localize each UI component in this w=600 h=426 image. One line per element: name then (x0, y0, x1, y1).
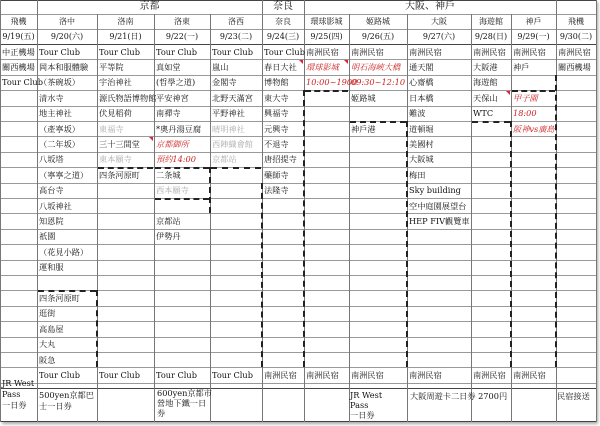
column-date: 9/26(五) (361, 32, 395, 41)
schedule-cell: 岡本和服體驗 (39, 61, 89, 72)
schedule-cell: 空中庭園展望台 (409, 200, 467, 211)
schedule-cell: 北野天滿宮 (212, 92, 253, 103)
column-date: 9/24(三) (266, 32, 300, 41)
grid-line-row (0, 59, 596, 60)
dashed-separator (305, 90, 348, 92)
column-place: 環球影城 (310, 17, 343, 26)
column-date: 9/25(四) (310, 32, 343, 41)
schedule-cell: WTC (473, 108, 494, 119)
column-place: 姬路城 (366, 17, 390, 26)
schedule-cell: 南洲民宿 (473, 369, 506, 380)
schedule-cell: 伏見稻荷 (99, 108, 132, 119)
schedule-cell: 興福寺 (264, 108, 289, 119)
schedule-cell: 西本願寺 (156, 185, 189, 196)
column-date: 9/19(五) (2, 32, 35, 41)
schedule-cell: 10:00~1900 (306, 77, 358, 88)
schedule-cell: 八坂神社 (39, 200, 72, 211)
column-date: 9/20(六) (50, 32, 84, 41)
schedule-cell: 地主神社 (39, 108, 72, 119)
schedule-cell: 平野神社 (212, 108, 245, 119)
schedule-cell: 逛街 (39, 308, 56, 319)
schedule-cell: 京都站 (156, 215, 181, 226)
schedule-cell: 藥師寺 (264, 169, 289, 180)
schedule-cell: 18:00 (513, 108, 537, 119)
schedule-cell: 晴明神社 (212, 123, 245, 134)
schedule-cell: 春日大社 (264, 61, 297, 72)
schedule-cell: 三十三間堂 (99, 138, 140, 149)
schedule-cell: 預約14:00 (156, 154, 196, 165)
schedule-cell: 天保山 (473, 92, 498, 103)
schedule-cell: 博物館 (264, 77, 289, 88)
schedule-cell: 源氏物語博物館 (99, 92, 157, 103)
schedule-cell: Tour Club (99, 46, 140, 57)
schedule-cell: Tour Club (156, 369, 197, 380)
column-place: 洛中 (59, 17, 75, 26)
column-date: 9/29(一) (517, 32, 550, 41)
schedule-cell: 伊勢丹 (156, 231, 181, 242)
grid-line-row (0, 275, 596, 276)
grid-line-row (0, 213, 596, 214)
grid-column-line (471, 14, 472, 422)
schedule-cell: 大丸 (39, 339, 56, 350)
footer-subway-pass: 600yen京都市 營地下鐵一日 券 (157, 388, 212, 418)
schedule-cell: 梅田 (409, 169, 426, 180)
schedule-cell: 四条河原町 (99, 169, 140, 180)
schedule-cell: 金閣寺 (212, 77, 237, 88)
schedule-cell: 知恩院 (39, 215, 64, 226)
schedule-cell: (哲學之道) (156, 77, 196, 88)
grid-column-line (596, 0, 597, 422)
schedule-cell: HEP FIV觀覽車 (409, 215, 470, 226)
schedule-cell: 八坂塔 (39, 154, 64, 165)
schedule-cell: 京都御所 (156, 138, 189, 149)
schedule-cell: Tour Club (156, 46, 197, 57)
column-place: 神戶 (525, 17, 542, 26)
dashed-separator (155, 198, 209, 200)
column-date: 9/23(二) (219, 32, 253, 41)
schedule-cell: 難波 (409, 108, 426, 119)
schedule-cell: 法隆寺 (264, 185, 289, 196)
region-label: 奈良 (273, 1, 293, 12)
schedule-cell: 09:30~12:10 (351, 77, 406, 88)
schedule-cell: Tour Club (2, 77, 43, 88)
column-date: 9/22(一) (165, 32, 199, 41)
schedule-cell: 神戶港 (351, 123, 376, 134)
schedule-cell: 關西機場 (2, 61, 35, 72)
schedule-cell: 南洲民宿 (513, 369, 546, 380)
schedule-cell: 南洲民宿 (351, 369, 384, 380)
column-date: 9/27(六) (422, 32, 456, 41)
region-label: 大阪、神戶 (405, 1, 455, 12)
schedule-cell: 運和服 (39, 262, 64, 273)
schedule-cell: 心齋橋 (409, 77, 434, 88)
column-date: 9/28(日) (474, 32, 508, 41)
schedule-cell: 南洲民宿 (306, 369, 339, 380)
schedule-cell: 阪神vs廣島 (513, 123, 555, 134)
schedule-cell: 四条河原町 (39, 292, 80, 303)
column-place: 洛東 (174, 17, 190, 26)
schedule-cell: （二年坂） (39, 138, 80, 149)
schedule-cell: 南洲民宿 (264, 369, 297, 380)
schedule-cell: Tour Club (212, 46, 253, 57)
schedule-cell: 通天閣 (409, 61, 434, 72)
schedule-cell: 南洲民宿 (409, 46, 442, 57)
schedule-cell: Tour Club (39, 46, 80, 57)
schedule-cell: 高島屋 (39, 323, 64, 334)
schedule-cell: 高台寺 (39, 185, 64, 196)
footer-checkout: 民宿接送 (557, 391, 590, 401)
schedule-cell: 南洲民宿 (558, 46, 591, 57)
grid-line-region (0, 14, 596, 15)
schedule-cell: 宇治神社 (99, 77, 132, 88)
schedule-cell: Tour Club (264, 46, 305, 57)
schedule-cell: 祇園 (39, 231, 56, 242)
schedule-cell: 不退寺 (264, 138, 289, 149)
grid-column-line (210, 14, 211, 422)
column-date: 9/30(二) (559, 32, 593, 41)
footer-jr-pass-1: JR West Pass 一日券 (2, 378, 35, 410)
schedule-cell: 二条城 (156, 169, 181, 180)
schedule-cell: 元興寺 (264, 123, 289, 134)
grid-line-row (0, 367, 596, 368)
schedule-cell: 真如堂 (156, 61, 181, 72)
schedule-cell: 南洲民宿 (351, 46, 384, 57)
footer-bus-pass: 500yen京都巴 士一日券 (39, 390, 94, 411)
schedule-cell: 大阪城 (409, 154, 434, 165)
schedule-cell: 唐招提寺 (264, 154, 297, 165)
dashed-separator (472, 121, 510, 123)
column-place: 大阪 (431, 17, 447, 26)
schedule-cell: 甲子園 (513, 92, 538, 103)
schedule-cell: 道頓堀 (409, 123, 434, 134)
dashed-separator-vertical (261, 183, 263, 367)
column-date: 9/21(日) (109, 32, 142, 41)
schedule-cell: 日本橋 (409, 92, 434, 103)
schedule-cell: （茶碗坂） (39, 77, 80, 88)
schedule-cell: 南洲民宿 (306, 46, 339, 57)
schedule-cell: Tour Club (99, 369, 140, 380)
region-label: 京都 (139, 1, 160, 12)
grid-line-footer (0, 388, 596, 389)
schedule-cell: Tour Club (212, 369, 253, 380)
schedule-cell: 南洲民宿 (409, 369, 442, 380)
schedule-cell: 環球影城 (306, 61, 339, 72)
schedule-cell: 平等院 (99, 61, 124, 72)
schedule-cell: Sky building (409, 185, 461, 196)
schedule-cell: 神戶 (513, 61, 530, 72)
schedule-cell: *奧丹湯豆腐 (156, 123, 202, 134)
column-place: 奈良 (275, 17, 291, 26)
column-place: 飛機 (10, 17, 27, 26)
schedule-cell: （寧寧之道） (39, 169, 89, 180)
schedule-cell: 中正機場 (2, 46, 35, 57)
footer-osaka-pass: 大阪周遊卡二日券 2700円 (410, 391, 508, 401)
schedule-cell: 南洲民宿 (513, 46, 546, 57)
schedule-cell: 南禪寺 (156, 108, 181, 119)
footer-jr-pass-2: JR West Pass 一日券 (350, 390, 383, 420)
schedule-cell: 嵐山 (212, 61, 229, 72)
grid-line-place (0, 29, 596, 30)
column-place: 洛南 (117, 17, 134, 26)
schedule-cell: 平安神宮 (156, 92, 189, 103)
schedule-cell: 東福寺 (99, 123, 124, 134)
column-place: 海遊館 (479, 17, 503, 26)
schedule-cell: 清水寺 (39, 92, 64, 103)
schedule-cell: （花見小路） (39, 246, 89, 257)
schedule-cell: 海遊館 (473, 77, 498, 88)
schedule-cell: Tour Club (39, 369, 80, 380)
grid-line-row (0, 136, 596, 137)
schedule-cell: 明石海峽大橋 (351, 61, 401, 72)
column-place: 飛機 (568, 17, 584, 26)
schedule-cell: 東大寺 (264, 92, 289, 103)
dashed-separator-vertical (510, 121, 512, 367)
schedule-cell: 美國村 (409, 138, 434, 149)
schedule-cell: 阪急 (39, 354, 56, 365)
schedule-cell: 京都站 (212, 154, 237, 165)
column-place: 洛西 (228, 17, 244, 26)
schedule-cell: 西陣織會館 (212, 138, 253, 149)
grid-line-bottom (0, 421, 596, 422)
schedule-cell: 關西機場 (558, 61, 591, 72)
schedule-cell: 東本願寺 (99, 154, 132, 165)
dashed-separator (211, 167, 261, 169)
schedule-cell: 大阪港 (473, 61, 498, 72)
schedule-cell: 姬路城 (351, 92, 376, 103)
schedule-cell: 南洲民宿 (473, 46, 506, 57)
grid-column-line (349, 14, 350, 422)
schedule-cell: （產寧坂） (39, 123, 80, 134)
grid-line-row (0, 383, 596, 384)
